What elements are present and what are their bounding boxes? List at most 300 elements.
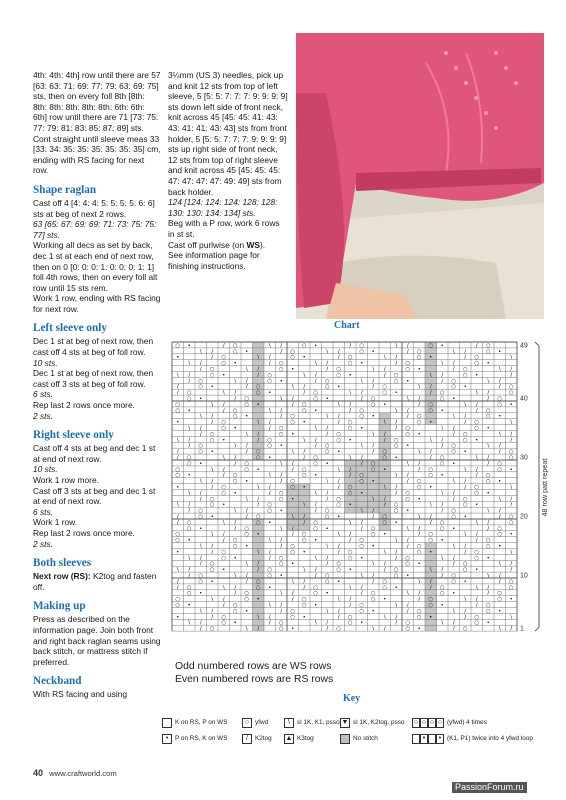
chart-stitch-symbol: • [279,443,283,450]
chart-stitch-symbol: / [211,478,214,485]
chart-stitch-symbol: ○ [290,478,296,485]
chart-stitch-symbol: • [348,567,352,574]
chart-stitch-symbol: ○ [428,466,434,473]
chart-stitch-symbol: / [464,348,467,355]
chart-stitch-symbol: / [280,537,283,544]
chart-stitch-symbol: / [257,496,260,503]
k3tog-triangle-icon: ▲ [285,735,293,742]
chart-stitch-symbol: ○ [370,531,376,538]
chart-stitch-symbol: / [234,590,237,597]
chart-stitch-symbol: / [188,573,191,579]
chart-stitch-symbol: / [199,626,202,633]
chart-stitch-symbol: / [383,437,386,444]
chart-stitch-symbol: \ [211,466,214,473]
chart-stitch-symbol: / [222,472,225,479]
chart-stitch-symbol: ○ [324,378,330,385]
chart-stitch-symbol: / [222,466,225,473]
chart-stitch-symbol: \ [475,584,478,591]
chart-stitch-symbol: ○ [175,401,181,408]
chart-stitch-symbol: \ [441,555,444,562]
chart-stitch-symbol: / [211,549,214,556]
chart-stitch-symbol: / [372,573,375,579]
chart-stitch-symbol: ○ [474,425,480,432]
right-sleeve-line-4: Work 1 row. [33,517,78,528]
chart-stitch-symbol: / [176,584,179,591]
chart-stitch-symbol: / [303,584,306,591]
chart-stitch-symbol: / [222,602,225,609]
chart-stitch-symbol: / [452,431,455,438]
chart-stitch-symbol: / [280,478,283,485]
chart-stitch-symbol: • [325,396,329,402]
chart-stitch-symbol: ○ [405,561,411,568]
chart-stitch-symbol: / [510,626,513,633]
chart-stitch-symbol: ○ [428,407,434,414]
chart-stitch-symbol: ○ [370,401,376,408]
chart-stitch-symbol: / [211,484,214,491]
chart-stitch-symbol: \ [395,342,398,349]
chart-stitch-symbol: / [234,519,237,526]
chart-stitch-symbol: / [245,378,248,385]
chart-stitch-symbol: ○ [336,431,342,438]
chart-stitch-symbol: \ [257,419,260,426]
chart-stitch-symbol: / [429,449,432,456]
chart-stitch-symbol: / [464,354,467,361]
chart-stitch-symbol: ○ [209,372,215,379]
chart-stitch-symbol: \ [211,596,214,603]
chart-stitch-symbol: ○ [347,490,353,497]
chart-stitch-symbol: ○ [221,360,227,367]
chart-stitch-symbol: \ [245,496,248,503]
chart-stitch-symbol: • [452,460,456,467]
chart-stitch-symbol: ○ [485,478,491,485]
chart-stitch-symbol: ○ [485,543,491,550]
chart-stitch-symbol: ○ [175,407,181,414]
chart-row-label: 20 [520,513,528,521]
chart-stitch-symbol: • [256,401,260,408]
chart-stitch-symbol: / [199,366,202,373]
chart-stitch-symbol: ○ [198,514,204,520]
chart-stitch-symbol: / [280,342,283,349]
chart-stitch-symbol: • [486,425,490,432]
chart-stitch-symbol: \ [372,431,375,438]
chart-stitch-symbol: • [429,419,433,426]
chart-stitch-symbol: ○ [347,620,353,627]
chart-stitch-symbol: / [303,449,306,456]
chart-stitch-symbol: / [487,584,490,591]
chart-stitch-symbol: \ [487,378,490,385]
chart-stitch-symbol: / [487,455,490,461]
chart-stitch-symbol: / [429,519,432,526]
chart-stitch-symbol: \ [349,390,352,397]
chart-stitch-symbol: / [406,537,409,544]
chart-stitch-symbol: ○ [255,384,261,391]
chart-stitch-symbol: / [498,384,501,391]
chart-stitch-symbol: • [360,555,364,562]
chart-stitch-symbol: ○ [290,419,296,426]
chart-stitch-symbol: ○ [382,390,388,397]
chart-stitch-symbol: / [245,384,248,391]
chart-stitch-symbol: ○ [474,555,480,562]
chart-stitch-symbol: ○ [416,348,422,355]
chart-stitch-symbol: / [291,590,294,597]
chart-stitch-symbol: / [406,478,409,485]
chart-stitch-symbol: \ [314,425,317,432]
chart-stitch-symbol: ○ [221,620,227,627]
chart-stitch-symbol: ○ [175,342,181,349]
chart-stitch-symbol: \ [199,348,202,355]
chart-stitch-symbol: \ [245,366,248,373]
chart-stitch-symbol: / [291,396,294,402]
chart-stitch-symbol: ○ [267,573,273,579]
chart-stitch-symbol: / [452,360,455,367]
chart-stitch-symbol: \ [510,614,513,621]
chart-stitch-symbol: ○ [416,478,422,485]
chart-stitch-symbol: \ [314,620,317,627]
chart-stitch-symbol: / [234,390,237,397]
chart-stitch-symbol: / [211,413,214,420]
chart-stitch-symbol: \ [510,419,513,426]
chart-stitch-symbol: ○ [439,455,445,461]
chart-stitch-symbol: ○ [301,531,307,538]
chart-stitch-symbol: \ [510,549,513,556]
chart-stitch-symbol: ○ [313,460,319,467]
chart-stitch-symbol: \ [441,360,444,367]
chart-stitch-symbol: ○ [405,496,411,503]
chart-stitch-symbol: / [383,626,386,633]
chart-stitch-symbol: / [280,407,283,414]
chart-stitch-symbol: / [303,384,306,391]
chart-stitch-symbol: \ [452,413,455,420]
chart-stitch-symbol: • [245,348,249,355]
chart-stitch-symbol: / [326,620,329,627]
chart-stitch-symbol: ○ [324,449,330,456]
chart-stitch-symbol: ○ [209,502,215,509]
key-item-yfwd: ○ yfwd [242,718,268,728]
making-up-text: Press as described on the information page. Join both front and right back raglan seams using back stitch, or mattress stitch if preferred. [33,614,161,667]
chart-stitch-symbol: ○ [209,561,215,568]
chart-stitch-symbol: / [406,472,409,479]
chart-stitch-symbol: / [303,578,306,585]
chart-stitch-symbol: ○ [439,519,445,526]
chart-stitch-symbol: \ [487,573,490,579]
chart-stitch-symbol: • [337,578,341,585]
chart-stitch-symbol: ○ [497,590,503,597]
chart-stitch-symbol: ○ [267,372,273,379]
key-item-sk2po: ▼ sl 1K, K2tog, psso [341,719,405,726]
chart-stitch-symbol: • [360,620,364,627]
chart-stitch-symbol: ○ [186,525,192,532]
chart-stitch-symbol: • [325,525,329,532]
chart-stitch-symbol: / [199,431,202,438]
chart-stitch-symbol: ○ [416,543,422,550]
chart-stitch-symbol: • [486,555,490,562]
chart-stitch-symbol: \ [280,525,283,532]
site-url[interactable]: www.craftworld.com [49,769,117,778]
chart-stitch-symbol: / [280,602,283,609]
chart-stitch-symbol: \ [429,372,432,379]
chart-stitch-symbol: ○ [186,396,192,402]
chart-stitch-symbol: • [337,449,341,456]
chart-stitch-symbol: \ [383,419,386,426]
chart-stitch-symbol: ○ [485,413,491,420]
chart-stitch-symbol: / [464,543,467,550]
chart-stitch-symbol: • [314,342,318,349]
chart-row-label: 30 [520,454,528,462]
chart-stitch-symbol: / [452,561,455,568]
chart-stitch-symbol: \ [395,602,398,609]
chart-stitch-symbol: \ [395,472,398,479]
chart-stitch-symbol: / [188,437,191,444]
chart-stitch-symbol: \ [510,484,513,491]
chart-stitch-symbol: \ [257,484,260,491]
chart-stitch-symbol: / [349,407,352,414]
chart-stitch-symbol: / [176,449,179,456]
chart-stitch-symbol: ○ [290,413,296,420]
left-sleeve-count-2: 6 sts. [33,389,54,400]
chart-stitch-symbol: / [372,578,375,585]
chart-stitch-symbol: \ [291,514,294,520]
chart-stitch-symbol: ○ [221,419,227,426]
chart-stitch-symbol: / [395,490,398,497]
chart-stitch-symbol: ○ [221,425,227,432]
chart-stitch-symbol: / [429,455,432,461]
chart-stitch-symbol: • [245,413,249,420]
cast-off-a: Cast off purlwise (on [168,239,247,250]
chart-stitch-symbol: ○ [405,366,411,373]
chart-stitch-symbol: / [372,508,375,515]
chart-stitch-symbol: • [509,531,513,538]
chart-stitch-symbol: ○ [497,401,503,408]
chart-stitch-symbol: \ [383,549,386,556]
chart-stitch-symbol: / [211,348,214,355]
chart-stitch-symbol: / [418,596,421,603]
chart-stitch-symbol: / [441,573,444,579]
chart-stitch-symbol: / [383,366,386,373]
chart-stitch-symbol: \ [199,478,202,485]
chart-stitch-symbol: ○ [439,390,445,397]
chart-stitch-symbol: / [452,555,455,562]
chart-stitch-symbol: / [176,390,179,397]
chart-stitch-symbol: / [245,514,248,520]
chart-stitch-symbol: ○ [508,384,514,391]
chart-stitch-symbol: ○ [324,573,330,579]
chart-stitch-symbol: ○ [462,366,468,373]
chart-stitch-symbol: • [210,384,214,391]
chart-stitch-symbol: ○ [278,561,284,568]
chart-stitch-symbol: \ [360,508,363,515]
chart-stitch-symbol: \ [326,348,329,355]
chart-stitch-symbol: \ [268,602,271,609]
chart-stitch-symbol: / [268,620,271,627]
chart-stitch-symbol: • [291,561,295,568]
chart-stitch-symbol: ○ [278,366,284,373]
chart-stitch-symbol: ○ [451,514,457,520]
chart-stitch-symbol: / [464,478,467,485]
chart-stitch-symbol: ○ [313,584,319,591]
chart-stitch-symbol: ○ [336,496,342,503]
chart-stitch-symbol: / [510,366,513,373]
chart-stitch-symbol: / [441,443,444,450]
chart-stitch-symbol: ○ [175,596,181,603]
chart-stitch-symbol: • [268,519,272,526]
chart-stitch-symbol: / [383,502,386,509]
chart-stitch-symbol: ○ [290,484,296,491]
chart-stitch-symbol: / [406,407,409,414]
chart-stitch-symbol: • [314,602,318,609]
chart-stitch-symbol: ○ [232,543,238,550]
chart-stitch-symbol: ○ [232,608,238,615]
chart-stitch-symbol: / [418,460,421,467]
chart-stitch-symbol: \ [199,608,202,615]
chart-stitch-symbol: ○ [416,549,422,556]
chart-stitch-symbol: / [360,396,363,402]
right-sleeve-count-2: 6 sts. [33,506,54,517]
chart-stitch-symbol: / [337,348,340,355]
chart-stitch-symbol: / [268,555,271,562]
repeat-bracket [535,342,539,631]
chart-stitch-symbol: ○ [336,366,342,373]
making-up-heading: Making up [33,600,86,613]
chart-stitch-symbol: / [234,584,237,591]
chart-stitch-symbol: \ [360,443,363,450]
chart-stitch-symbol: ○ [175,531,181,538]
chart-stitch-symbol: \ [441,620,444,627]
chart-stitch-symbol: / [257,366,260,373]
chart-stitch-symbol: \ [452,608,455,615]
chart-stitch-symbol: ○ [232,348,238,355]
chart-stitch-symbol: \ [337,401,340,408]
chart-stitch-symbol: / [337,478,340,485]
chart-stitch-symbol: ○ [416,614,422,621]
chart-stitch-symbol: ○ [474,484,480,491]
chart-stitch-symbol: / [510,437,513,444]
chart-stitch-symbol: / [452,366,455,373]
chart-stitch-symbol: ○ [290,608,296,615]
sweater-photo [296,33,544,319]
chart-stitch-symbol: • [291,496,295,503]
chart-stitch-symbol: • [463,449,467,456]
k1p1-twice-icon: • • [412,734,444,744]
right-sleeve-line-1: Cast off 4 sts at beg and dec 1 st at end of next row. [33,443,156,464]
chart-stitch-symbol: \ [257,549,260,556]
chart-stitch-symbol: ○ [359,478,365,485]
chart-stitch-symbol: ○ [209,431,215,438]
chart-stitch-symbol: \ [406,525,409,532]
chart-stitch-symbol: ○ [474,549,480,556]
chart-stitch-symbol: / [372,514,375,520]
chart-stitch-symbol: ○ [462,561,468,568]
chart-stitch-symbol: / [510,372,513,379]
chart-stitch-symbol: / [510,567,513,574]
chart-stitch-symbol: • [222,567,226,574]
chart-stitch-symbol: / [303,514,306,520]
chart-stitch-symbol: • [268,584,272,591]
chart-stitch-symbol: • [498,413,502,420]
chart-stitch-symbol: / [199,425,202,432]
chart-stitch-symbol: / [326,366,329,373]
key-item-k2tog: / K2tog [242,734,272,744]
chart-stitch-symbol: / [360,455,363,461]
chart-stitch-symbol: / [268,549,271,556]
notes-line-1: Odd numbered rows are WS rows [175,661,332,672]
chart-stitch-symbol: ○ [313,590,319,597]
chart-stitch-symbol: / [383,372,386,379]
chart-stitch-symbol: / [395,555,398,562]
chart-stitch-symbol: ○ [382,584,388,591]
chart-stitch-symbol: ○ [359,407,365,414]
chart-stitch-symbol: / [199,496,202,503]
chart-stitch-symbol: / [268,360,271,367]
chart-stitch-symbol: • [291,366,295,373]
chart-stitch-symbol: • [475,372,479,379]
chart-stitch-symbol: ○ [336,372,342,379]
chart-stitch-symbol: / [498,573,501,579]
chart-stitch-symbol: / [326,555,329,562]
page-number: 40 [33,768,44,778]
chart-stitch-symbol: / [291,466,294,473]
chart-stitch-symbol: • [498,348,502,355]
chart-stitch-symbol: / [349,342,352,349]
both-sleeves-heading: Both sleeves [33,557,92,570]
chart-stitch-symbol: / [211,543,214,550]
chart-stitch-symbol: / [326,425,329,432]
shape-raglan-stitch-count: 63 [65: 67: 69: 69: 71: 73: 75: 75: 77] sts. [33,219,157,240]
chart-stitch-symbol: ○ [301,472,307,479]
chart-stitch-symbol: ○ [221,549,227,556]
chart-stitch-symbol: ○ [416,354,422,361]
chart-stitch-symbol: • [187,602,191,609]
chart-stitch-symbol: / [418,590,421,597]
chart-stitch-symbol: • [199,525,203,532]
chart-stitch-symbol: ○ [267,567,273,574]
chart-stitch-symbol: / [326,431,329,438]
chart-stitch-symbol: ○ [508,584,514,591]
chart-stitch-symbol: / [464,549,467,556]
chart-stitch-symbol: \ [418,578,421,585]
key-item-skpo: \ sl 1K, K1, psso [284,718,340,728]
left-sleeve-count-3: 2 sts. [33,410,54,421]
chart-stitch-symbol: / [395,549,398,556]
chart-stitch-symbol: / [280,543,283,550]
chart-stitch-symbol: ○ [232,472,238,479]
chart-stitch-symbol: / [222,342,225,349]
chart-stitch-symbol: ○ [244,460,250,467]
chart-stitch-symbol: ○ [382,519,388,526]
chart-stitch-symbol: ○ [290,614,296,621]
chart-stitch-symbol: ○ [497,460,503,467]
chart-stitch-symbol: ○ [336,626,342,633]
yfwd-circle-icon: ○ [242,718,252,728]
chart-stitch-symbol: / [188,502,191,509]
chart-stitch-symbol: ○ [324,384,330,391]
skpo-backslash-icon: \ [284,718,294,728]
sleeve-intro-text: 4th: 4th: 4th] row until there are 57 [63: 63: 71: 69: 77: 79: 63: 69: 75] sts, then on every foll 8th [8th: 8th: 8th: 8th: 8th: 8th: 6th: 6th: 6th] row until there are 71 [73: 75: 77: 79: 81: 83: 85: 87: 89] sts. Cont straight until sleeve meas 33 [33: 34: 35: 35: 35: 35: 35: 35] cm, ending with RS facing for next row. [33,70,161,176]
chart-stitch-symbol: ○ [324,514,330,520]
chart-stitch-symbol: ○ [232,407,238,414]
chart-stitch-symbol: • [302,484,306,491]
chart-stitch-symbol: / [291,525,294,532]
chart-stitch-symbol: ○ [255,390,261,397]
chart-stitch-symbol: / [222,596,225,603]
chart-stitch-symbol: \ [234,508,237,515]
chart-stitch-symbol: \ [314,360,317,367]
chart-stitch-symbol: ○ [439,590,445,597]
chart-stitch-symbol: ○ [485,537,491,544]
neckband-work-rows: Beg with a P row, work 6 rows in st st. [168,218,280,239]
chart-stitch-symbol: ○ [336,567,342,574]
chart-stitch-symbol: \ [498,496,501,503]
chart-stitch-symbol: ○ [474,490,480,497]
